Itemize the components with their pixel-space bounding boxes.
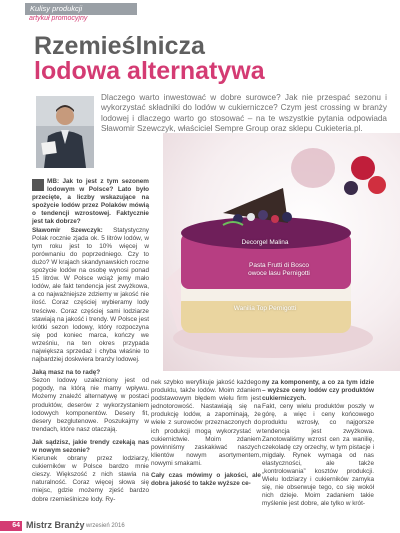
section-label: Kulisy produkcji [25,3,137,15]
col2-text: nek szybko weryfikuje jakość każdego produktu, także lodów. Moim zdaniem podstawowym błędem wielu firm jest jednotorowość. Nastawiają się na produkcję lodów, a zapominają, że wiele z surowców przeznaczonych do ich produkcji mogą wykorzystać w cukiernictwie. Moim zdaniem powinniśmy zaskakiwać naszych klientów nowym asortymentem, nowymi smakami. [151,379,261,467]
page-number: 64 [0,521,22,531]
col3-text: Fakt, ceny wielu produktów poszły w górę, a więc i ceny końcowego produktu wzrosły, co najgorsze tendencja jest zwyżkowa. Zanotowaliśmy wzrost cen za wanilię, czekoladę czy orzechy, w tym pistacje i migdały. Rynek wymaga od nas elastyczności, ale także „kontrolowania” kosztów produkcji. Wielu lodziarzy i cukierników zamyka się, nie obserwuje tego, co się wokół nich dzieje. Moim zadaniem takie myślenie jest dobre, ale tylko w krót- [262,403,374,508]
magazine-title: Mistrz Branży [26,520,85,530]
title-line-1: Rzemieślnicza [34,32,205,60]
article-column-2 [151,379,261,488]
article-column-3 [262,379,374,509]
cake-photo [163,133,400,371]
section-subtitle: artykuł promocyjny [29,15,88,22]
question-3: Jak sądzisz, jakie trendy czekają nas w nowym sezonie? [32,438,149,454]
intro-answer: Statystyczny Polak rocznie zjada ok. 5 litrów lodów, w tym roku jest to 10% więcej w porównaniu do poprzedniego. Czy to dużo? W krajach skandynawskich roczne spożycie lodów na osobę wynosi ponad 15 litrów. W Polsce wciąż jemy mało lodów, ale fakt tendencja jest zwyżkowa, a co najważniejsze zdziemy w jakość nie ilość. Coraz częściej wybieramy lody treściwe. Coraz częściej sami lodziarze stawiają na jakość i trendy. W Polsce jest krótki sezon lodowy, który rozpoczyna się pod koniec marca, kończy we wrześniu, na ten okres przypada największa sprzedaż i chyba właśnie to najbardziej doskwiera branży lodowej. [32,226,149,364]
answer-2: Sezon lodowy uzależniony jest od pogody, na którą nie mamy wpływu. Możemy znaleźć alternatywę w postaci produktów, deserów z wykorzystaniem lodowych komponentów. Desery fit, desery bezglutenowe. Poszukajmy w trendach, które nasz otaczają. [32,377,149,433]
answer-3: Kierunek obrany przez lodziarzy, cukierników w Polsce bardzo mnie cieszy. Większość z nich stawia na naturalność. Coraz więcej słowa się miejsc, gdzie możemy zjeść bardzo dobre rzemieślnicze lody. Ry- [32,455,149,503]
interviewee-name: Sławomir Szewczyk: [32,226,103,234]
caption-pasta: Pasta Frutti di Bosco owoce lasu Pernigotti [248,262,310,277]
article-column-1 [32,178,149,504]
page-footer [0,518,400,533]
question-4-cont: ny za komponenty, a co za tym idzie – wyższe ceny lodów czy produktów cukierniczych. [262,379,374,403]
caption-wanilia: Wanilia Top Pernigotti [233,305,297,312]
lead-paragraph: Dlaczego warto inwestować w dobre surowce? Jak nie przespać sezonu i wykorzystać składniki do lodów w cukierniczce? Czym jest crossing w branży lodowej i dlaczego warto go stosować – na te wszystkie pytania odpowiada Sławomir Szewczyk, właściciel Sempre Group oraz sklepu Cukieteria.pl. [101,93,387,134]
issue-date: wrzesień 2016 [86,523,125,529]
question-2: Jaką masz na to radę? [32,369,101,377]
question-4: Cały czas mówimy o jakości, ale dobra jakość to także wyższe ce- [151,472,261,488]
title-line-2: lodowa alternatywa [34,57,265,85]
intro-question: MB: Jak to jest z tym sezonem lodowym w Polsce? Lato było przecięte, a liczby wskazujące na spożycie lodów przez Polaków mówią o tendencji wzrostowej. Faktycznie jest tak dobrze? [32,178,149,226]
caption-decorgel: Decorgel Malina [241,239,289,246]
page-title [34,34,265,84]
dropcap [32,179,44,191]
author-portrait [36,96,94,168]
